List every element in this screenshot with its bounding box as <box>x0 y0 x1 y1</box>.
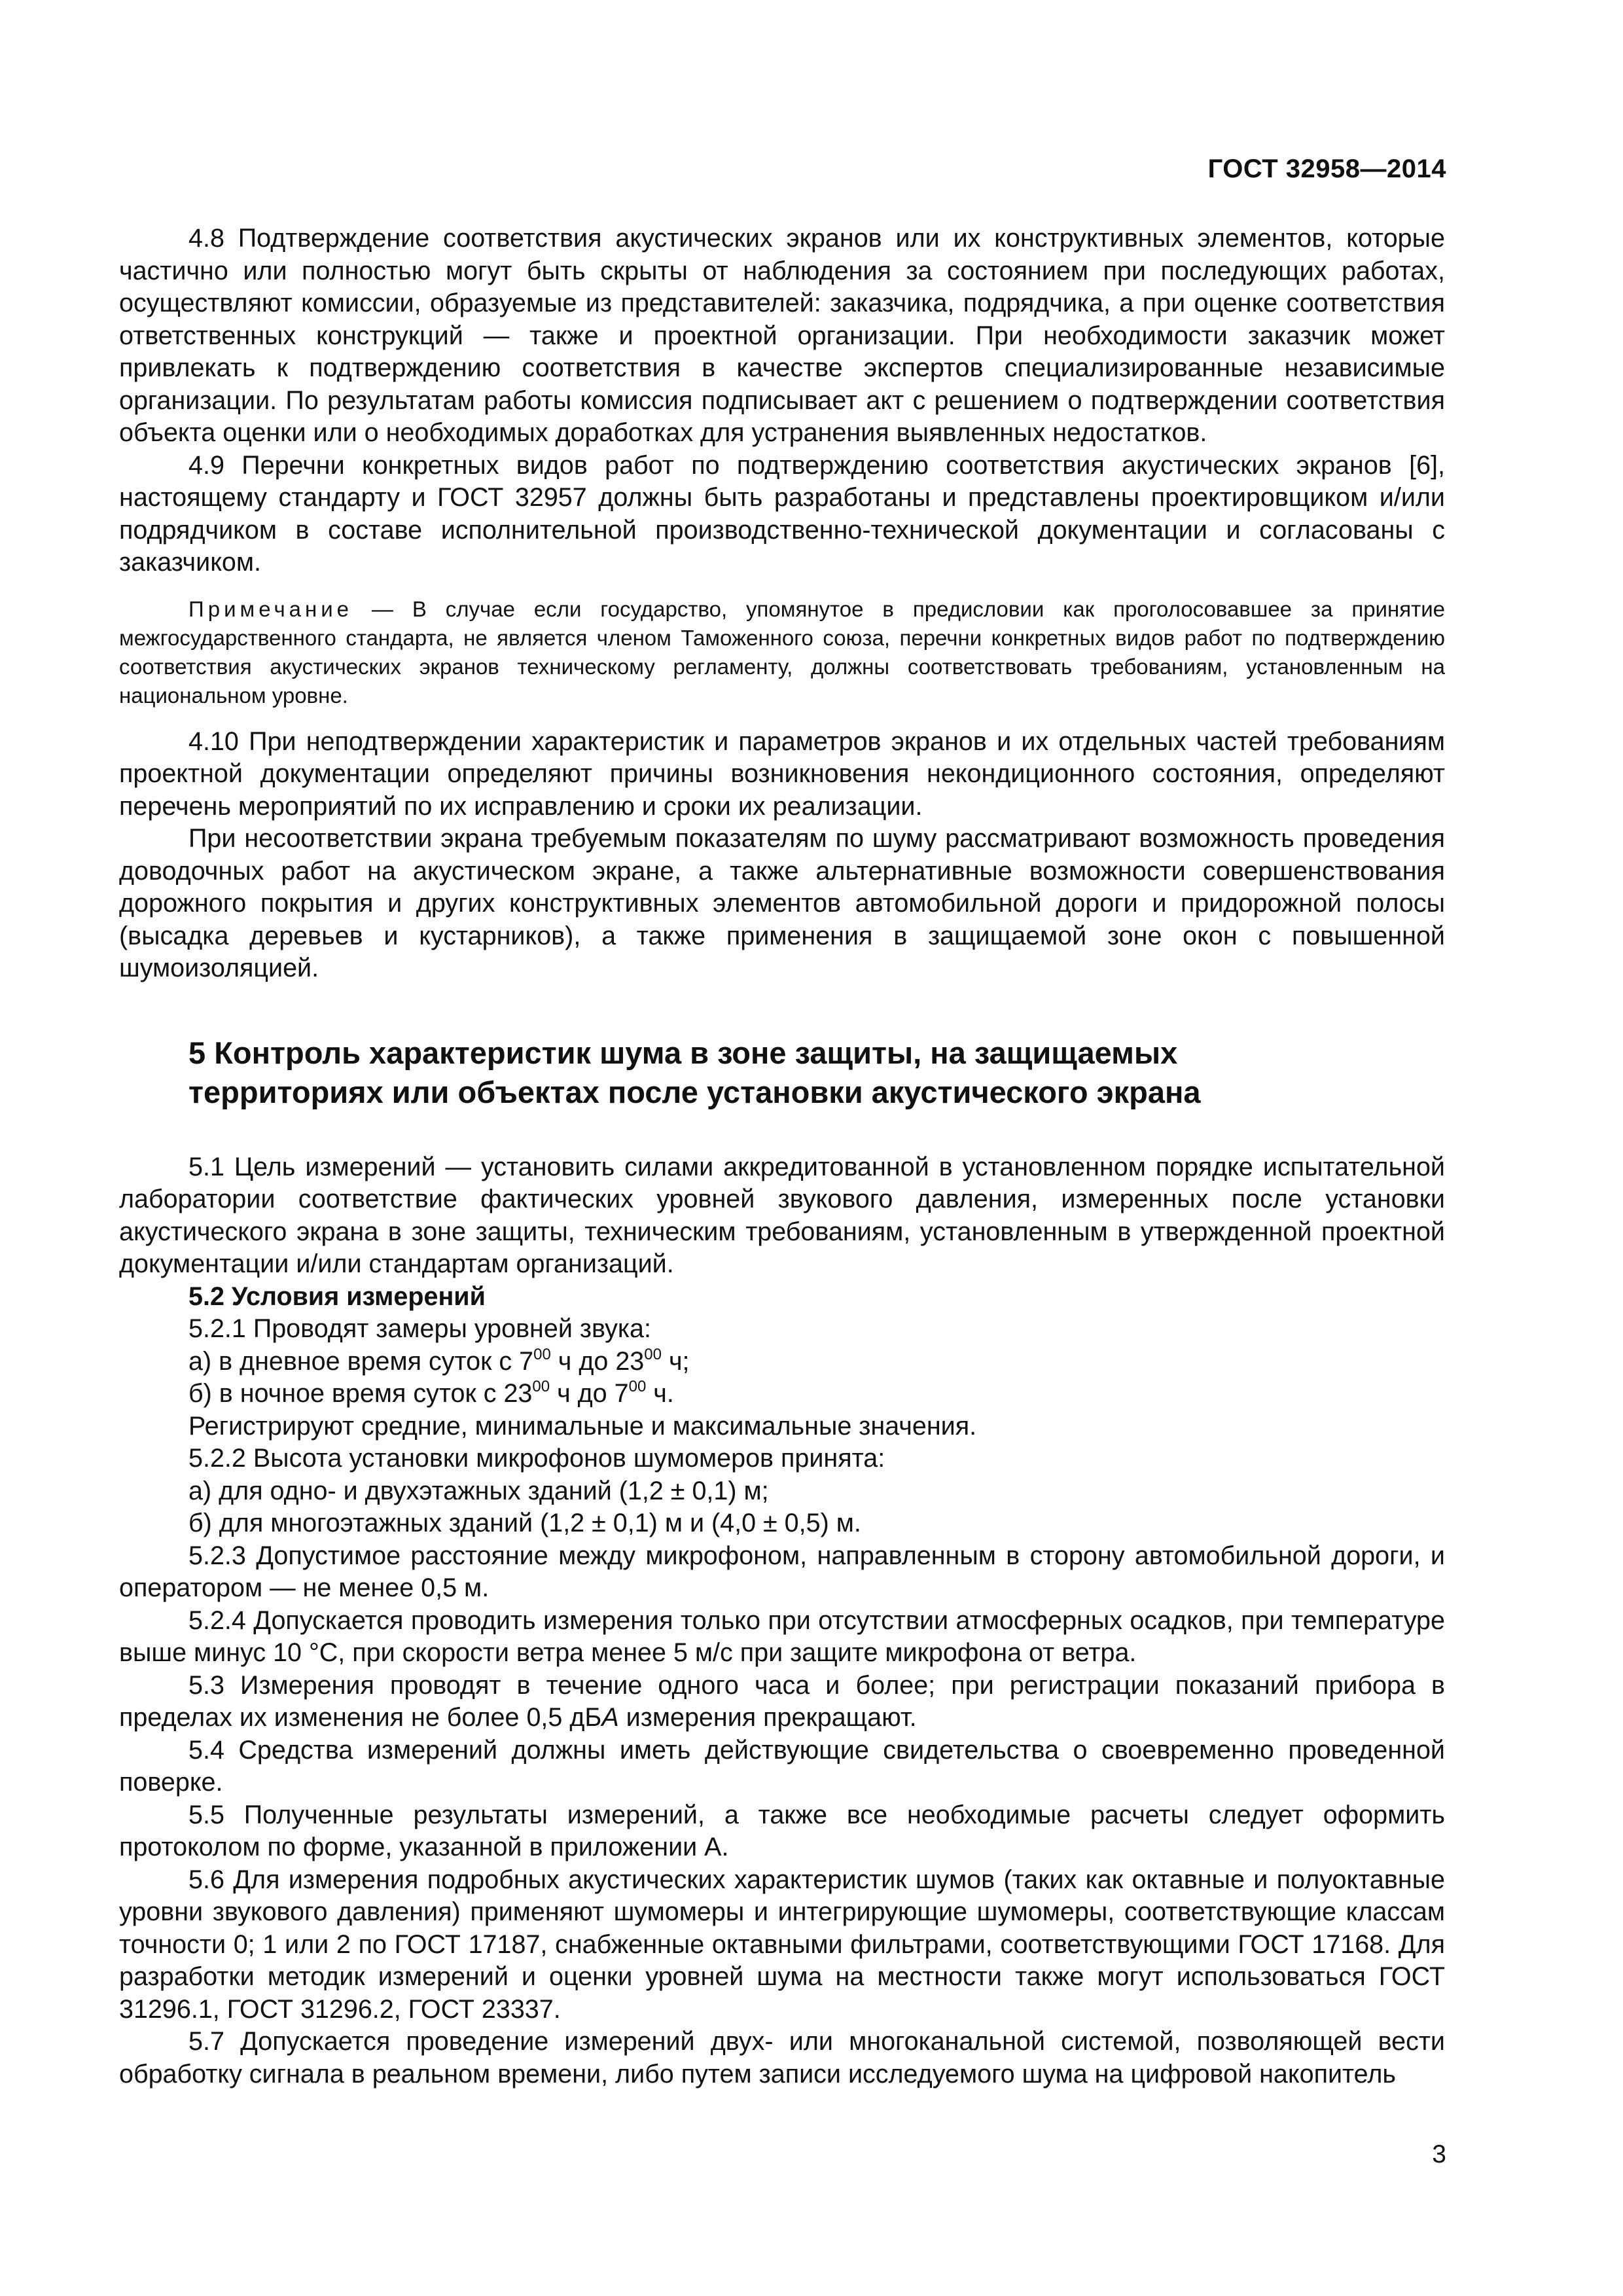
list-item-day-time: а) в дневное время суток с $7^{00}$ ч до $23^{00}$ ч; <box>188 1345 690 1376</box>
paragraph-5-2-3: 5.2.3 Допустимое расстояние между микрофоном, направленным в сторону автомобильной дороги, и оператором — не менее 0,5 м. <box>119 1541 1445 1602</box>
list-item-multi-storey: б) для многоэтажных зданий (1,2 ± 0,1) м и (4,0 ± 0,5) м. <box>188 1509 861 1537</box>
paragraph-5-2-4: 5.2.4 Допускается проводить измерения только при отсутствии атмосферных осадков, при температуре выше минус 10 °С, при скорости ветра менее 5 м/с при защите микрофона от ветра. <box>119 1605 1445 1667</box>
note <box>119 595 1445 710</box>
note-text: — В случае если государство, упомянутое в предисловии как проголосовавшее за принятие межгосударственного стандарта, не является членом Таможенного союза, перечни конкретных видов работ по подтверждению соответствия акустических экранов техническому регламенту, должны соответствовать требованиям, установленным на национальном уровне. <box>119 596 1445 708</box>
list-item-night-time: б) в ночное время суток с $23^{00}$ ч до $7^{00}$ ч. <box>188 1378 674 1408</box>
paragraph-4-10: 4.10 При неподтверждении характеристик и параметров экранов и их отдельных частей требованиям проектной документации определяют причины возникновения некондиционного состояния, определяют перечень мероприятий по их исправлению и сроки их реализации. <box>119 726 1445 821</box>
section-5-title-line-1: 5 Контроль характеристик шума в зоне защиты, на защищаемых <box>188 1035 1178 1070</box>
paragraph-5-7: 5.7 Допускается проведение измерений двух- или многоканальной системой, позволяющей вести обработку сигнала в реальном времени, либо путем записи исследуемого шума на цифровой накопитель <box>119 2027 1445 2089</box>
note-label: Примечание <box>188 596 353 621</box>
registration-text: Регистрируют средние, минимальные и максимальные значения. <box>188 1411 977 1441</box>
subsection-5-2-title: 5.2 Условия измерений <box>188 1282 486 1311</box>
paragraph-5-5: 5.5 Полученные результаты измерений, а также все необходимые расчеты следует оформить протоколом по форме, указанной в приложении А. <box>119 1800 1445 1861</box>
section-5-title-line-2: территориях или объектах после установки акустического экрана <box>188 1074 1201 1109</box>
paragraph-4-8: 4.8 Подтверждение соответствия акустических экранов или их конструктивных элементов, которые частично или полностью могут быть скрыты от наблюдения за состоянием при последующих работах, осуществляют комиссии, образуемые из представителей: заказчика, подрядчика, а при оценке соответствия ответственных конструкций — также и проектной организации. При необходимости заказчик может привлекать к подтверждению соответствия в качестве экспертов специализированные независимые организации. По результатам работы комиссия подписывает акт с решением о подтверждении соответствия объекта оценки или о необходимых доработках для устранения выявленных недостатков. <box>119 224 1445 447</box>
paragraph-5-3: 5.3 Измерения проводят в течение одного часа и более; при регистрации показаний прибора в пределах их изменения не более 0,5 дБА измерения прекращают. <box>119 1670 1445 1732</box>
paragraph-5-2-2: 5.2.2 Высота установки микрофонов шумомеров принята: <box>188 1444 885 1473</box>
document-body <box>119 223 1445 2090</box>
paragraph-4-10-continued: При несоответствии экрана требуемым показателям по шуму рассматривают возможность проведения доводочных работ на акустическом экране, а также альтернативные возможности совершенствования дорожного покрытия и других конструктивных элементов автомобильной дороги и придорожной полосы (высадка деревьев и кустарников), а также применения в защищаемой зоне окон с повышенной шумоизоляцией. <box>119 824 1445 982</box>
list-item-low-rise: а) для одно- и двухэтажных зданий (1,2 ± 0,1) м; <box>188 1476 769 1505</box>
paragraph-5-6: 5.6 Для измерения подробных акустических характеристик шумов (таких как октавные и полуоктавные уровни звукового давления) применяют шумомеры и интегрирующие шумомеры, соответствующие классам точности 0; 1 или 2 по ГОСТ 17187, снабженные октавными фильтрами, соответствующими ГОСТ 17168. Для разработки методик измерений и оценки уровней шума на местности также могут использоваться ГОСТ 31296.1, ГОСТ 31296.2, ГОСТ 23337. <box>119 1865 1445 2024</box>
page-number: 3 <box>1432 2140 1446 2168</box>
paragraph-5-1: 5.1 Цель измерений — установить силами аккредитованной в установленном порядке испытательной лаборатории соответствие фактических уровней звукового давления, измеренных после установки акустического экрана в зоне защиты, техническим требованиям, установленным в утвержденной проектной документации и/или стандартам организаций. <box>119 1152 1445 1278</box>
paragraph-5-4: 5.4 Средства измерений должны иметь действующие свидетельства о своевременно проведенной поверке. <box>119 1735 1445 1797</box>
section-5-title <box>188 1033 1445 1112</box>
paragraph-4-9: 4.9 Перечни конкретных видов работ по подтверждению соответствия акустических экранов [6], настоящему стандарту и ГОСТ 32957 должны быть разработаны и представлены проектировщиком и/или подрядчиком в составе исполнительной производственно-технической документации и согласованы с заказчиком. <box>119 450 1445 577</box>
standard-code: ГОСТ 32958—2014 <box>1207 154 1446 183</box>
paragraph-5-2-1: 5.2.1 Проводят замеры уровней звука: <box>188 1314 651 1343</box>
